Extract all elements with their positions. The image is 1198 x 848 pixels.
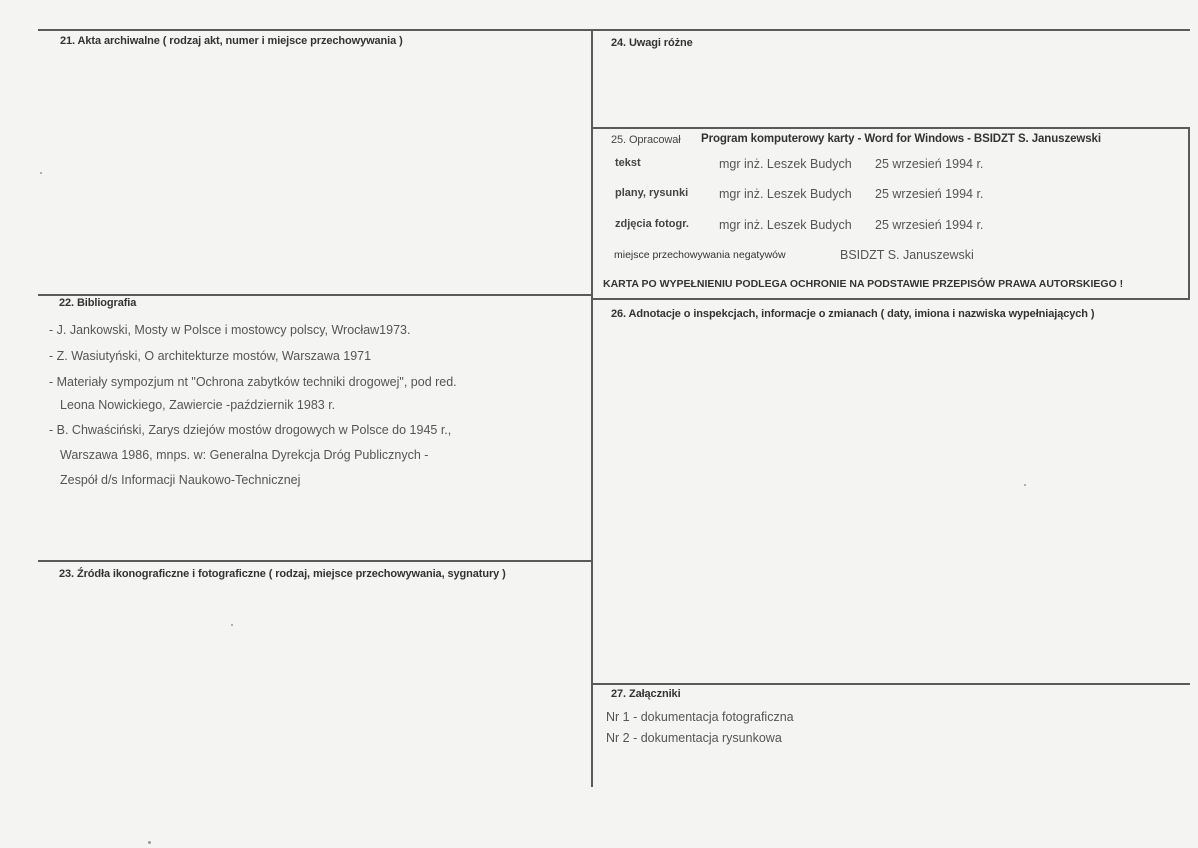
sec25-row-date: 25 wrzesień 1994 r. [875, 218, 984, 232]
sec26-title: 26. Adnotacje o inspekcjach, informacje o zmianach ( daty, imiona i nazwiska wypełniających ) [611, 308, 1095, 320]
sec25-row-author: mgr inż. Leszek Budych [719, 157, 852, 171]
sec25-row-author: mgr inż. Leszek Budych [719, 187, 852, 201]
sec25-negatives-label: miejsce przechowywania negatywów [614, 249, 786, 261]
divider-22-23 [38, 560, 593, 562]
speck [231, 624, 233, 626]
bibliography-line: - J. Jankowski, Mosty w Polsce i mostowcy polscy, Wrocław1973. [49, 323, 411, 337]
sec27-title: 27. Załączniki [611, 688, 681, 700]
sec24-title: 24. Uwagi różne [611, 37, 693, 49]
speck [1024, 484, 1026, 486]
divider-21-22 [38, 294, 593, 296]
bibliography-line: - Materiały sympozjum nt "Ochrona zabytków techniki drogowej", pod red. [49, 375, 457, 389]
sec25-row-date: 25 wrzesień 1994 r. [875, 157, 984, 171]
speck [148, 841, 151, 844]
bibliography-line: Leona Nowickiego, Zawiercie -październik 1983 r. [60, 398, 336, 412]
attachment-item: Nr 2 - dokumentacja rysunkowa [606, 731, 782, 745]
bibliography-line: Warszawa 1986, mnps. w: Generalna Dyrekcja Dróg Publicznych - [60, 448, 429, 462]
sec22-title: 22. Bibliografia [59, 297, 137, 309]
sec25-negatives-value: BSIDZT S. Januszewski [840, 248, 974, 262]
center-divider [591, 29, 593, 787]
divider-24-25 [593, 127, 1190, 129]
bibliography-line: Zespół d/s Informacji Naukowo-Technicznej [60, 473, 301, 487]
sec25-row-label: zdjęcia fotogr. [615, 218, 689, 230]
sec25-title-prefix: 25. Opracował [611, 134, 681, 146]
top-border [38, 29, 1190, 31]
sec25-title-program: Program komputerowy karty - Word for Windows - BSIDZT S. Januszewski [701, 133, 1101, 145]
sec25-copyright-warning: KARTA PO WYPEŁNIENIU PODLEGA OCHRONIE NA PODSTAWIE PRZEPISÓW PRAWA AUTORSKIEGO ! [603, 278, 1124, 290]
bibliography-line: - Z. Wasiutyński, O architekturze mostów, Warszawa 1971 [49, 349, 372, 363]
sec21-title: 21. Akta archiwalne ( rodzaj akt, numer i miejsce przechowywania ) [60, 35, 403, 47]
sec25-row-label: tekst [615, 157, 641, 169]
sec25-row-date: 25 wrzesień 1994 r. [875, 187, 984, 201]
sec25-row-author: mgr inż. Leszek Budych [719, 218, 852, 232]
divider-26-27 [593, 683, 1190, 685]
right-border-25 [1188, 127, 1190, 299]
attachment-item: Nr 1 - dokumentacja fotograficzna [606, 710, 794, 724]
divider-25-26 [593, 298, 1190, 300]
sec25-row-label: plany, rysunki [615, 187, 689, 199]
speck [40, 172, 42, 174]
bibliography-line: - B. Chwaściński, Zarys dziejów mostów drogowych w Polsce do 1945 r., [49, 423, 452, 437]
sec23-title: 23. Źródła ikonograficzne i fotograficzne ( rodzaj, miejsce przechowywania, sygnatury ) [59, 568, 506, 580]
